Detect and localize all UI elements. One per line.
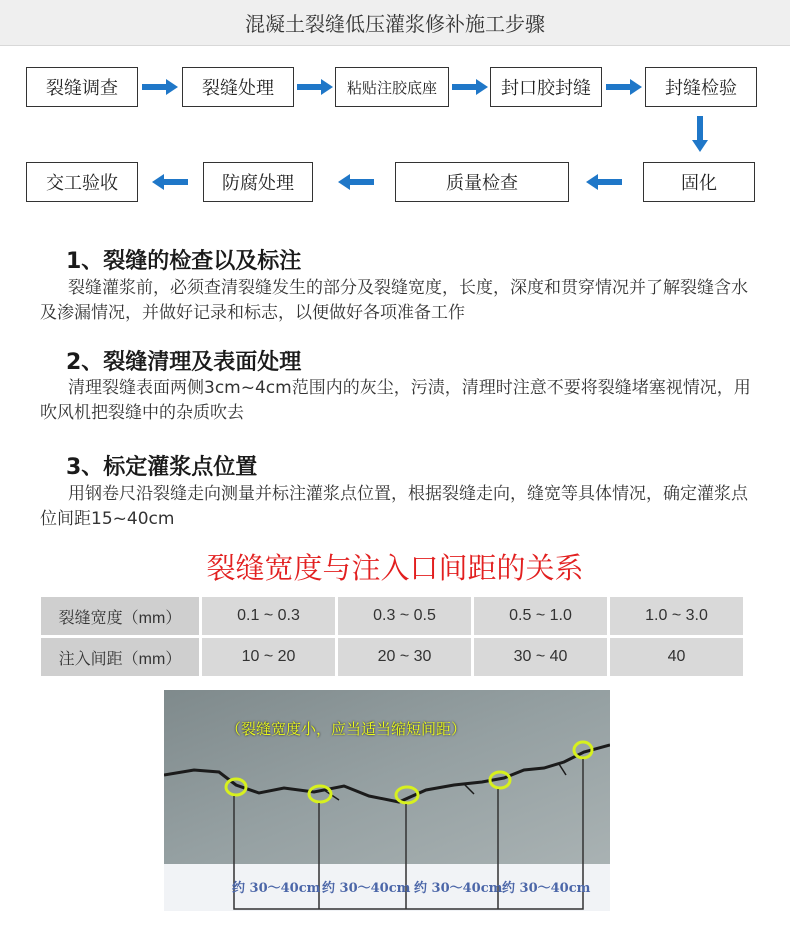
spacing-label: 约 30～40cm xyxy=(232,881,321,896)
arrow-right-icon xyxy=(452,79,488,95)
arrow-left-icon xyxy=(586,174,622,190)
arrow-right-icon xyxy=(297,79,333,95)
section-1-body: 裂缝灌浆前，必须查清裂缝发生的部分及裂缝宽度，长度，深度和贯穿情况并了解裂缝含水及渗漏情况，并做好记录和标志，以便做好各项准备工作 xyxy=(40,278,748,323)
spacing-label: 约 30～40cm xyxy=(502,881,591,896)
table-cell: 1.0 ~ 3.0 xyxy=(609,596,745,637)
arrow-down-icon xyxy=(692,116,708,152)
section-2-title: 2、裂缝清理及表面处理 xyxy=(66,350,302,375)
row-header: 注入间距（mm） xyxy=(40,637,201,678)
flow-step-5: 封缝检验 xyxy=(645,67,757,107)
crack-photo xyxy=(164,690,610,911)
arrow-right-icon xyxy=(606,79,642,95)
section-2-body: 清理裂缝表面两侧3cm~4cm范围内的灰尘，污渍，清理时注意不要将裂缝堵塞视情况，用吹风机把裂缝中的杂质吹去 xyxy=(40,378,751,423)
arrow-left-icon xyxy=(338,174,374,190)
table-cell: 20 ~ 30 xyxy=(337,637,473,678)
flow-step-3: 粘贴注胶底座 xyxy=(335,67,449,107)
flow-step-7: 质量检查 xyxy=(395,162,569,202)
table-row xyxy=(40,596,745,637)
flow-step-2: 裂缝处理 xyxy=(182,67,294,107)
flow-step-4: 封口胶封缝 xyxy=(490,67,602,107)
table-cell: 0.1 ~ 0.3 xyxy=(201,596,337,637)
arrow-right-icon xyxy=(142,79,178,95)
table-cell: 10 ~ 20 xyxy=(201,637,337,678)
page-title: 混凝土裂缝低压灌浆修补施工步骤 xyxy=(0,0,790,46)
table-cell: 30 ~ 40 xyxy=(473,637,609,678)
flow-step-6: 固化 xyxy=(643,162,755,202)
flow-step-1: 裂缝调查 xyxy=(26,67,138,107)
table-cell: 0.3 ~ 0.5 xyxy=(337,596,473,637)
table-row xyxy=(40,637,745,678)
section-3-title: 3、标定灌浆点位置 xyxy=(66,455,258,480)
spacing-label: 约 30～40cm xyxy=(414,881,503,896)
section-1-title: 1、裂缝的检查以及标注 xyxy=(66,249,302,274)
row-header: 裂缝宽度（mm） xyxy=(40,596,201,637)
table-cell: 0.5 ~ 1.0 xyxy=(473,596,609,637)
section-3-body: 用钢卷尺沿裂缝走向测量并标注灌浆点位置，根据裂缝走向，缝宽等具体情况，确定灌浆点位间距15~40cm xyxy=(40,484,748,529)
photo-note: （裂缝宽度小，应当适当缩短间距） xyxy=(226,720,467,738)
spacing-label: 约 30～40cm xyxy=(322,881,411,896)
flow-step-9: 交工验收 xyxy=(26,162,138,202)
relation-table xyxy=(38,594,746,679)
relation-title: 裂缝宽度与注入口间距的关系 xyxy=(206,551,584,585)
table-cell: 40 xyxy=(609,637,745,678)
flow-step-8: 防腐处理 xyxy=(203,162,313,202)
arrow-left-icon xyxy=(152,174,188,190)
